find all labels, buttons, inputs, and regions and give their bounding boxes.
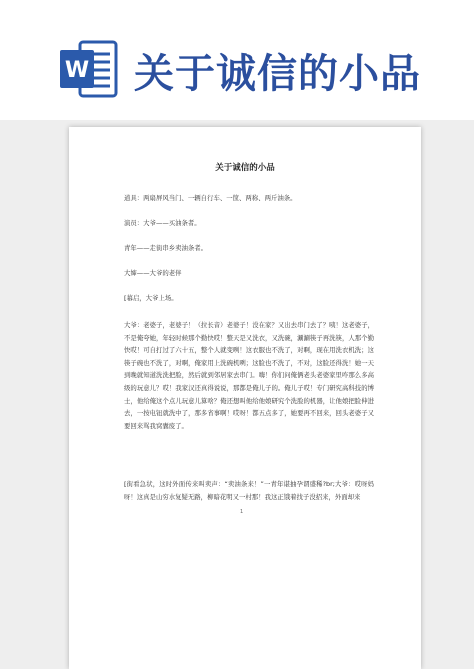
document-title: 关于诚信的小品 — [215, 163, 275, 173]
props-line: 道具：两扇屏风当门、一辆自行车、一筐、两称、两斤油条。 — [124, 194, 297, 202]
paragraph-uncle-monologue: 大爷：老婆子，老婆子！（拉长音）老婆子！没在家？又出去串门去了？咦！这老婆子，不是俺夸她，年轻时候那个勤快哎！整天是又洗衣，又洗碗，涮涮筷子再洗筷，人那个勤快哎！可自打过了六十五，整个人就变咧！这衣服也不洗了，对啊，现在用洗衣机洗；这筷子碗也不洗了，对啊，俺家用上洗碗机咧；这脸也不洗了，不对，这脸还得洗！她一天到晚就知道洗洗把脸，然后就到邻居家去串门。嗨！你们问俺俩老头老婆家里咋那么多高级的玩意儿？哎！我家汉还真得说说，那都是俺儿子的。俺儿子哎！专门研究高科技的博士，他给俺这个点儿玩意儿算啥？俺还想叫他给他娘研究个洗脸的机器，让他娘把脸伸进去，一按电钮就洗中了，那多省事啊！哎呀！都五点多了，她要再不回来，回头老婆子又要回来骂我窝囊废了。 — [124, 321, 374, 430]
cast-line-youth: 青年——走街串乡卖油条者。 — [124, 244, 208, 252]
banner-title: 关于诚信的小品 — [134, 51, 421, 97]
paragraph-street-call: [街看急状，这时外面传来叫卖声：“卖油条来！”一青年谌抽孕谓盛稀?br;大爷：哎呀妈呀！这真是山穷水复疑无路，柳暗花明又一村那！我这正饿着找子没招来，外面却来 — [124, 480, 374, 501]
stage-direction: [幕启，大爷上场。 — [124, 294, 178, 302]
document-page — [69, 127, 421, 669]
cast-line-aunt: 大婶——大爷的老伴 — [124, 269, 182, 277]
page-number: 1 — [240, 509, 244, 515]
word-document-icon — [58, 38, 120, 100]
word-icon-letter: W — [64, 58, 90, 83]
cast-line-uncle: 演员：大爷——买油条者。 — [124, 219, 201, 227]
banner — [0, 0, 474, 120]
